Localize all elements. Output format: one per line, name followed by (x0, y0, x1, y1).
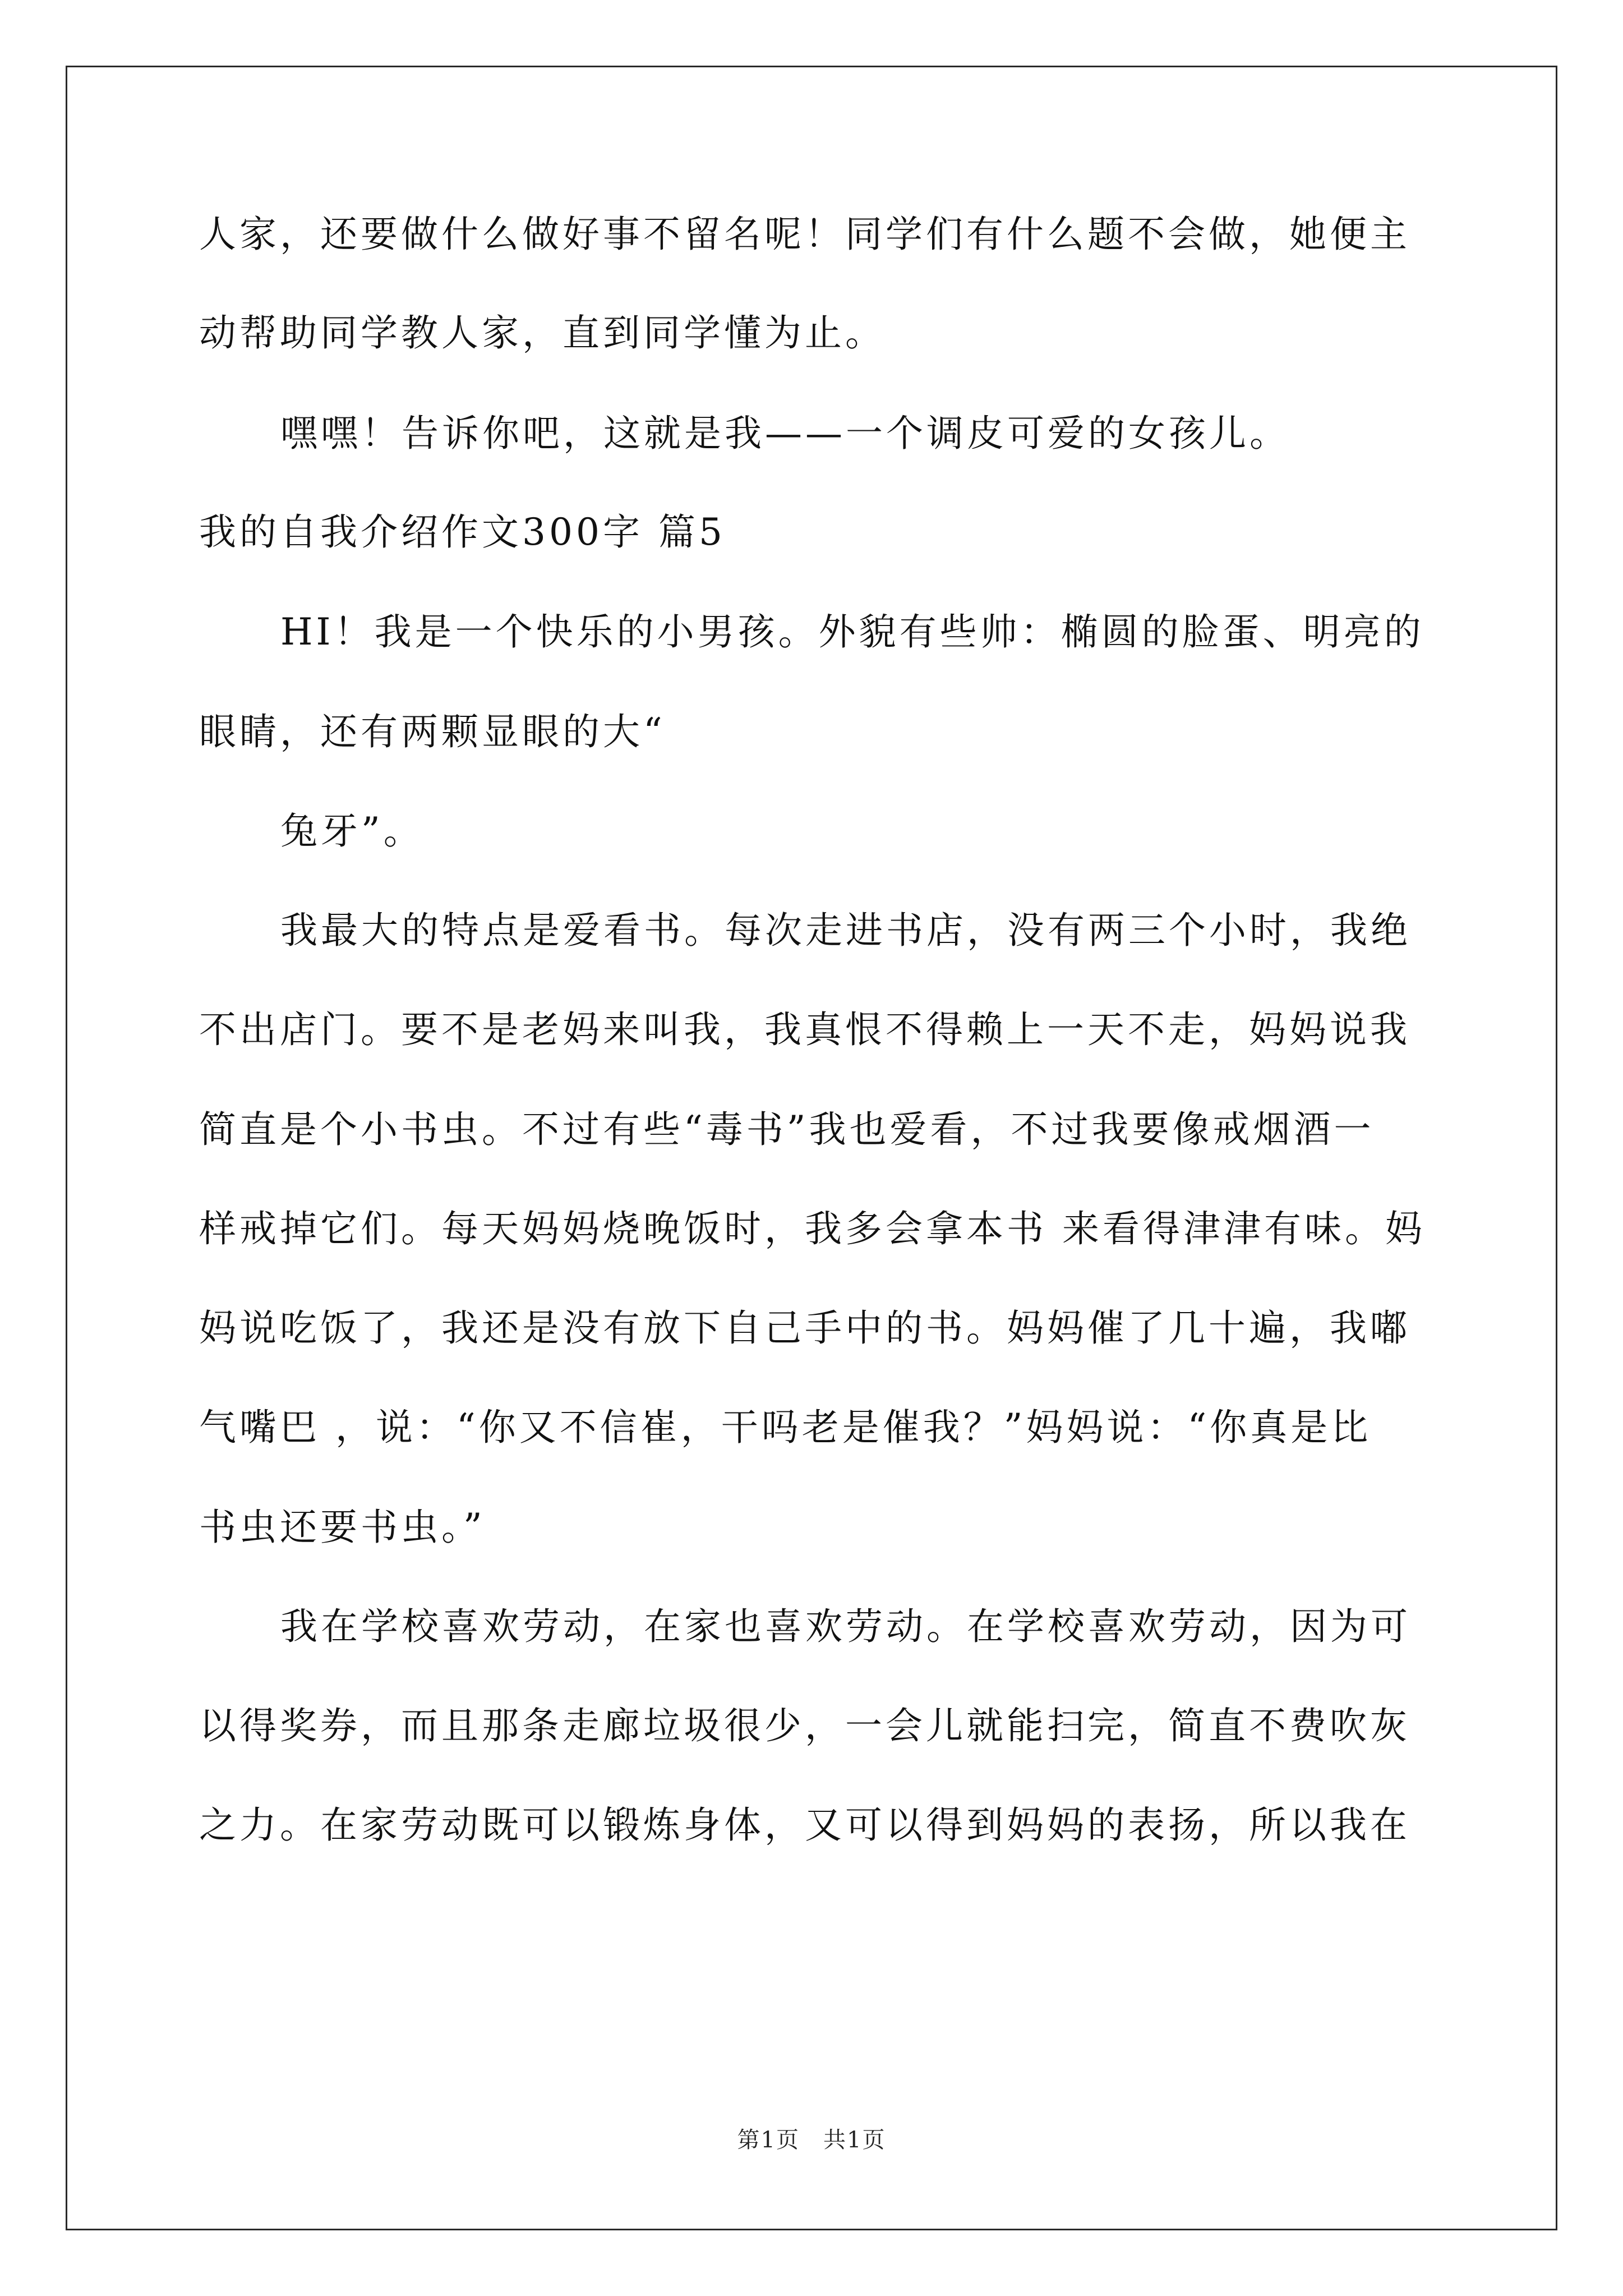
page-number: 第1页 共1页 (737, 2127, 886, 2153)
text-line: 之力。在家劳动既可以锻炼身体，又可以得到妈妈的表扬，所以我在 (199, 1803, 1410, 1847)
text-line: 眼睛，还有两颗显眼的大“ (199, 710, 666, 753)
section-heading: 我的自我介绍作文300字 篇5 (199, 510, 726, 554)
text-line: 简直是个小书虫。不过有些“毒书”我也爱看，不过我要像戒烟酒一 (199, 1108, 1375, 1151)
text-line: 气嘴巴 ，说：“你又不信崔，干吗老是催我？”妈妈说：“你真是比 (199, 1406, 1372, 1449)
text-line: 以得奖券，而且那条走廊垃圾很少，一会儿就能扫完，简直不费吹灰 (199, 1704, 1410, 1747)
text-line: 动帮助同学教人家，直到同学懂为止。 (199, 311, 886, 355)
text-line: 样戒掉它们。每天妈妈烧晚饭时，我多会拿本书 来看得津津有味。妈 (199, 1207, 1426, 1250)
text-line: 人家，还要做什么做好事不留名呢！同学们有什么题不会做，她便主 (199, 213, 1410, 256)
text-line: 书虫还要书虫。” (199, 1506, 486, 1549)
text-line: 不出店门。要不是老妈来叫我，我真恨不得赖上一天不走，妈妈说我 (199, 1008, 1410, 1051)
text-line: 我在学校喜欢劳动，在家也喜欢劳动。在学校喜欢劳动，因为可 (280, 1605, 1411, 1648)
text-line: 我最大的特点是爱看书。每次走进书店，没有两三个小时，我绝 (280, 909, 1411, 952)
text-line: 兔牙”。 (280, 809, 424, 853)
text-line: 妈说吃饭了，我还是没有放下自己手中的书。妈妈催了几十遍，我嘟 (199, 1306, 1410, 1350)
text-line: 嘿嘿！告诉你吧，这就是我——一个调皮可爱的女孩儿。 (280, 412, 1290, 455)
text-line: HI！我是一个快乐的小男孩。外貌有些帅：椭圆的脸蛋、明亮的 (280, 610, 1424, 654)
